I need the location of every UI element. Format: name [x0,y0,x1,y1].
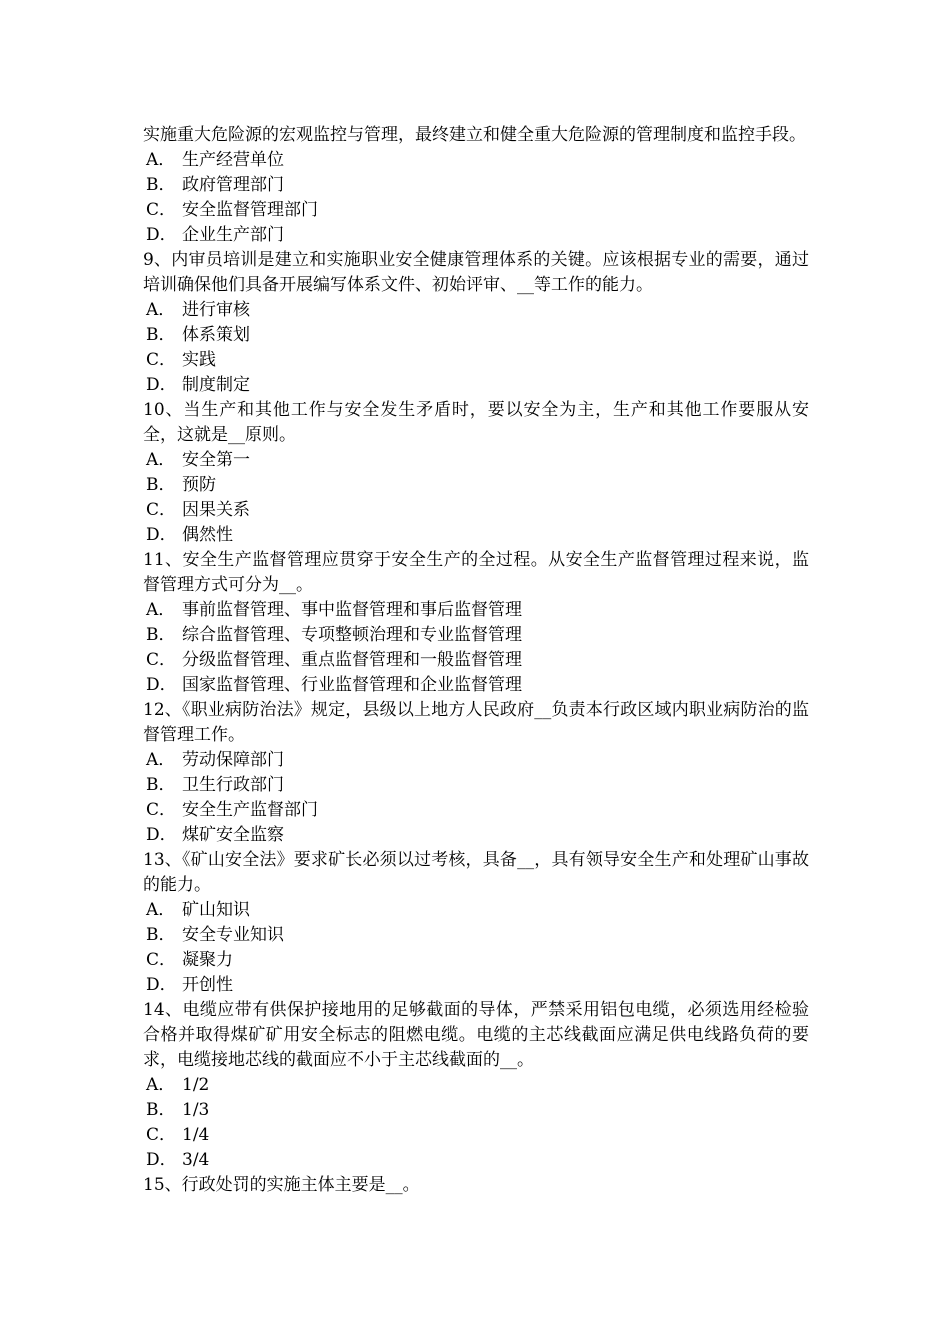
option-a: A． 生产经营单位 [146,150,284,170]
option-a: A． 事前监督管理、事中监督管理和事后监督管理 [146,600,522,620]
option-a: A． 矿山知识 [146,900,250,920]
option-c: C． 实践 [146,350,216,370]
option-a: A． 进行审核 [146,300,250,320]
option-b: B． 体系策划 [146,325,250,345]
option-b: B． 预防 [146,475,216,495]
option-c: C． 因果关系 [146,500,250,520]
question-13 [143,848,809,998]
question-text: 13、《矿山安全法》要求矿长必须以过考核，具备__，具有领导安全生产和处理矿山事故的能力。 [143,850,809,895]
option-c: C． 分级监督管理、重点监督管理和一般监督管理 [146,650,522,670]
option-d: D． 制度制定 [146,375,250,395]
option-d: D． 3/4 [146,1150,210,1170]
option-a: A． 劳动保障部门 [146,750,284,770]
question-text: 实施重大危险源的宏观监控与管理，最终建立和健全重大危险源的管理制度和监控手段。 [143,125,806,145]
question-text: 15、行政处罚的实施主体主要是__。 [143,1175,420,1195]
question-text: 14、电缆应带有供保护接地用的足够截面的导体，严禁采用铝包电缆，必须选用经检验合格并取得煤矿矿用安全标志的阻燃电缆。电缆的主芯线截面应满足供电线路负荷的要求，电缆接地芯线的截面应不小于主芯线截面的__。 [143,1000,809,1070]
question-15 [143,1173,809,1198]
question-9 [143,248,809,398]
option-d: D． 煤矿安全监察 [146,825,284,845]
option-b: B． 卫生行政部门 [146,775,284,795]
question-11 [143,548,809,698]
document-page [143,123,809,1198]
option-b: B． 政府管理部门 [146,175,284,195]
option-c: C． 凝聚力 [146,950,233,970]
option-d: D． 偶然性 [146,525,233,545]
question-text: 12、《职业病防治法》规定，县级以上地方人民政府__负责本行政区域内职业病防治的监督管理工作。 [143,700,809,745]
option-a: A． 安全第一 [146,450,250,470]
question-8-continuation [143,123,809,248]
option-c: C． 安全生产监督部门 [146,800,318,820]
option-b: B． 综合监督管理、专项整顿治理和专业监督管理 [146,625,522,645]
option-c: C． 安全监督管理部门 [146,200,318,220]
option-b: B． 安全专业知识 [146,925,284,945]
question-text: 9、内审员培训是建立和实施职业安全健康管理体系的关键。应该根据专业的需要，通过培训确保他们具备开展编写体系文件、初始评审、__等工作的能力。 [143,250,809,295]
question-text: 10、当生产和其他工作与安全发生矛盾时，要以安全为主，生产和其他工作要服从安全，这就是__原则。 [143,400,809,445]
option-d: D． 国家监督管理、行业监督管理和企业监督管理 [146,675,522,695]
option-c: C． 1/4 [146,1125,210,1145]
option-b: B． 1/3 [146,1100,210,1120]
question-10 [143,398,809,548]
question-14 [143,998,809,1173]
question-12 [143,698,809,848]
option-d: D． 企业生产部门 [146,225,284,245]
question-text: 11、安全生产监督管理应贯穿于安全生产的全过程。从安全生产监督管理过程来说，监督管理方式可分为__。 [143,550,809,595]
option-a: A． 1/2 [146,1075,210,1095]
option-d: D． 开创性 [146,975,233,995]
